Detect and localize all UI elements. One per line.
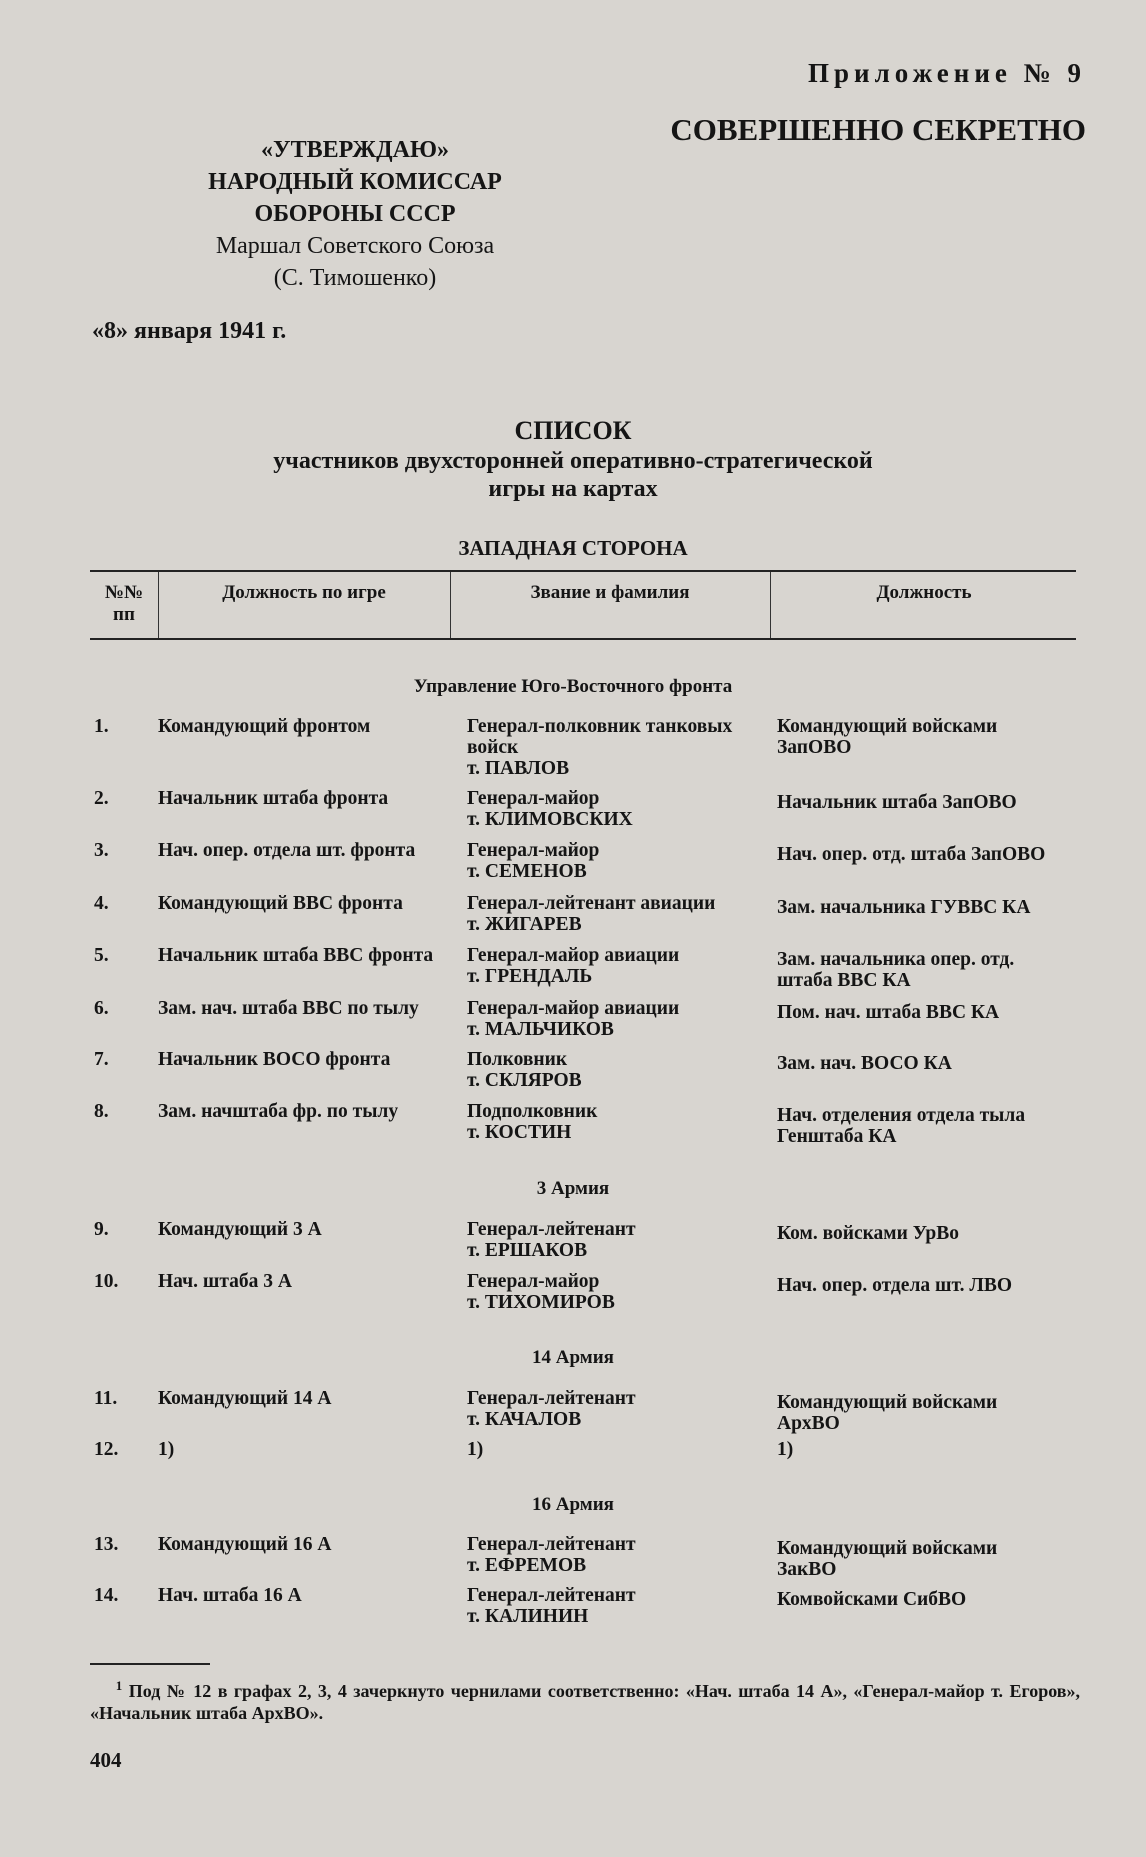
row-rank: 1) [467,1439,484,1460]
row-position: Начальник штаба ВВС фронта [158,945,434,966]
row-number: 12. [94,1439,119,1460]
row-job: Командующий войсками ЗапОВО [777,716,998,758]
row-number: 11. [94,1388,118,1409]
row-position: Начальник штаба фронта [158,788,389,809]
classification-label: СОВЕРШЕННО СЕКРЕТНО [670,112,1086,147]
row-number: 4. [94,893,109,914]
row-position: Командующий фронтом [158,716,371,737]
column-divider [770,572,771,638]
header-job: Должность [876,582,972,603]
page-number: 404 [90,1748,122,1772]
row-job: Командующий войсками ЗакВО [777,1538,998,1580]
row-number: 3. [94,840,109,861]
document-subtitle: игры на картах [488,476,658,502]
header-position: Должность по игре [222,582,386,603]
footnote-text: Под № 12 в графах 2, 3, 4 зачеркнуто чернилами соответственно: «Нач. штаба 14 А», «Генерал-майор т. Егоров», «Начальник штаба АрхВО». [90,1681,1081,1723]
row-position: Командующий ВВС фронта [158,893,403,914]
row-rank: Генерал-лейтенант т. КАЧАЛОВ [467,1388,636,1430]
row-position: Зам. начштаба фр. по тылу [158,1101,399,1122]
row-rank: Генерал-полковник танковых войск т. ПАВЛОВ [467,716,733,779]
row-job: Нач. опер. отд. штаба ЗапОВО [777,844,1046,865]
row-number: 7. [94,1049,109,1070]
row-rank: Генерал-майор авиации т. ГРЕНДАЛЬ [467,945,680,987]
row-rank: Генерал-майор т. СЕМЕНОВ [467,840,600,882]
row-position: Командующий 3 А [158,1219,322,1240]
row-position: Нач. штаба 3 А [158,1271,292,1292]
section-heading: 14 Армия [532,1347,614,1368]
row-number: 13. [94,1534,119,1555]
row-rank: Генерал-лейтенант т. ЕРШАКОВ [467,1219,636,1261]
row-number: 6. [94,998,109,1019]
document-subtitle: участников двухсторонней оперативно-стратегической [273,448,873,474]
row-position: Зам. нач. штаба ВВС по тылу [158,998,419,1019]
row-job: Зам. нач. ВОСО КА [777,1053,952,1074]
section-heading: Управление Юго-Восточного фронта [413,676,733,697]
approval-date: «8» января 1941 г. [92,318,287,344]
row-rank: Генерал-лейтенант т. КАЛИНИН [467,1585,636,1627]
row-position: Нач. штаба 16 А [158,1585,302,1606]
approval-line: ОБОРОНЫ СССР [254,201,456,227]
row-job: Командующий войсками АрхВО [777,1392,998,1434]
row-number: 10. [94,1271,119,1292]
approval-block [140,134,570,294]
section-heading: 3 Армия [536,1178,610,1199]
row-number: 2. [94,788,109,809]
row-position: Командующий 14 А [158,1388,332,1409]
row-position: Командующий 16 А [158,1534,332,1555]
approval-line: НАРОДНЫЙ КОМИССАР [208,169,502,195]
row-job: 1) [777,1439,794,1460]
approval-line: Маршал Советского Союза [215,233,495,259]
document-title: СПИСОК [514,416,632,445]
row-number: 5. [94,945,109,966]
row-job: Нач. опер. отдела шт. ЛВО [777,1275,1013,1296]
footnote [90,1675,1080,1724]
column-divider [158,572,159,638]
row-job: Зам. начальника ГУВВС КА [777,897,1031,918]
row-job: Пом. нач. штаба ВВС КА [777,1002,1000,1023]
footnote-mark: 1 [115,1678,123,1693]
header-num: №№ пп [104,582,144,625]
row-number: 14. [94,1585,119,1606]
row-job: Начальник штаба ЗапОВО [777,792,1017,813]
approval-line: «УТВЕРЖДАЮ» [260,137,450,163]
row-position: Нач. опер. отдела шт. фронта [158,840,416,861]
row-rank: Генерал-майор т. ТИХОМИРОВ [467,1271,615,1313]
appendix-label: Приложение № 9 [808,58,1086,88]
table-header [90,570,1076,640]
column-divider [450,572,451,638]
row-rank: Полковник т. СКЛЯРОВ [467,1049,582,1091]
row-position: Начальник ВОСО фронта [158,1049,391,1070]
row-job: Зам. начальника опер. отд. штаба ВВС КА [777,949,1015,991]
row-rank: Подполковник т. КОСТИН [467,1101,598,1143]
row-position: 1) [158,1439,175,1460]
section-heading: 16 Армия [532,1494,614,1515]
row-number: 9. [94,1219,109,1240]
row-number: 8. [94,1101,109,1122]
approval-line: (С. Тимошенко) [273,265,437,291]
row-rank: Генерал-лейтенант т. ЕФРЕМОВ [467,1534,636,1576]
row-rank: Генерал-майор авиации т. МАЛЬЧИКОВ [467,998,680,1040]
row-number: 1. [94,716,109,737]
row-job: Ком. войсками УрВо [777,1223,960,1244]
row-job: Нач. отделения отдела тыла Генштаба КА [777,1105,1026,1147]
row-rank: Генерал-лейтенант авиации т. ЖИГАРЕВ [467,893,716,935]
header-rank: Звание и фамилия [530,582,690,603]
side-heading: ЗАПАДНАЯ СТОРОНА [458,536,688,560]
row-job: Комвойсками СибВО [777,1589,967,1610]
footnote-divider [90,1663,210,1665]
row-rank: Генерал-майор т. КЛИМОВСКИХ [467,788,633,830]
